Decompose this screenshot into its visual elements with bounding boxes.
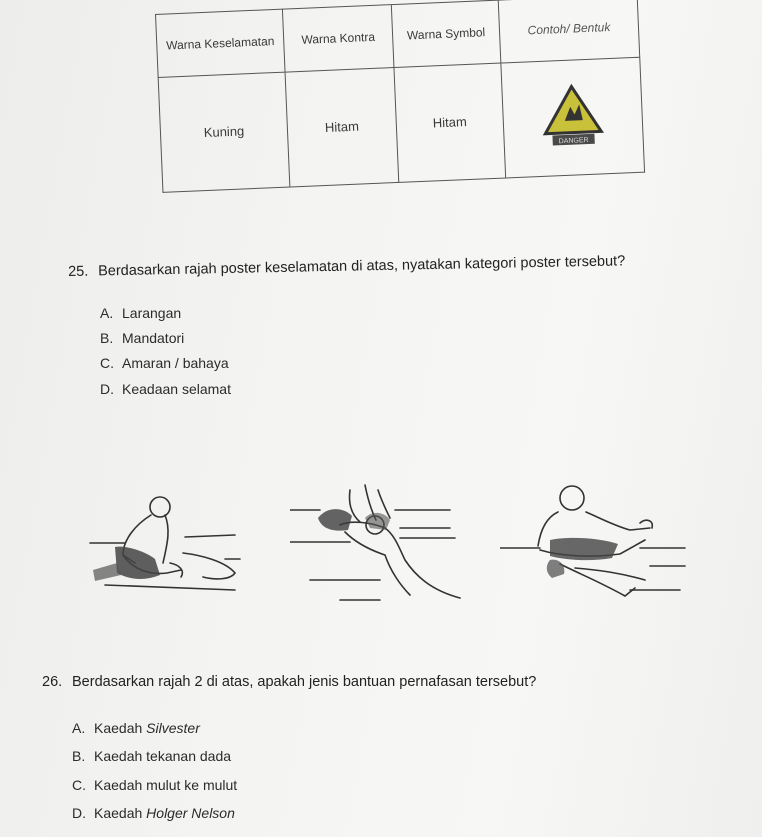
question-25-number: 25. xyxy=(68,263,89,280)
warning-triangle-icon xyxy=(536,79,609,152)
header-warna-kontra: Warna Kontra xyxy=(282,5,394,73)
cell-danger-sign xyxy=(501,57,645,178)
q25-option-d: D. Keadaan selamat xyxy=(100,381,231,397)
question-25-text: Berdasarkan rajah poster keselamatan di atas, nyatakan kategori poster tersebut? xyxy=(97,253,626,280)
cell-hitam-symbol: Hitam xyxy=(394,63,506,182)
q26-option-d: D. Kaedah Holger Nelson xyxy=(72,805,235,821)
q25-option-c: C. Amaran / bahaya xyxy=(100,355,229,371)
figure-silvester-method-1 xyxy=(85,485,245,595)
cell-hitam-kontra: Hitam xyxy=(285,68,399,187)
safety-color-table xyxy=(155,0,645,193)
figure-silvester-method-2 xyxy=(290,480,470,605)
header-warna-symbol: Warna Symbol xyxy=(391,0,501,67)
q25-option-a: A. Larangan xyxy=(100,305,182,321)
header-contoh-bentuk: Contoh/ Bentuk xyxy=(498,0,640,63)
q25-option-b: B. Mandatori xyxy=(100,330,185,346)
cell-kuning: Kuning xyxy=(158,72,290,192)
q26-option-b: B. Kaedah tekanan dada xyxy=(72,748,232,764)
question-26 xyxy=(42,674,536,690)
question-25 xyxy=(68,253,625,280)
question-26-text: Berdasarkan rajah 2 di atas, apakah jenis bantuan pernafasan tersebut? xyxy=(72,674,537,690)
figure-silvester-method-3 xyxy=(500,478,690,608)
danger-sign-text: DANGER xyxy=(558,136,589,145)
question-26-number: 26. xyxy=(42,674,63,690)
q26-option-a: A. Kaedah Silvester xyxy=(72,720,200,736)
header-warna-keselamatan: Warna Keselamatan xyxy=(156,9,286,77)
q26-option-c: C. Kaedah mulut ke mulut xyxy=(72,777,238,793)
